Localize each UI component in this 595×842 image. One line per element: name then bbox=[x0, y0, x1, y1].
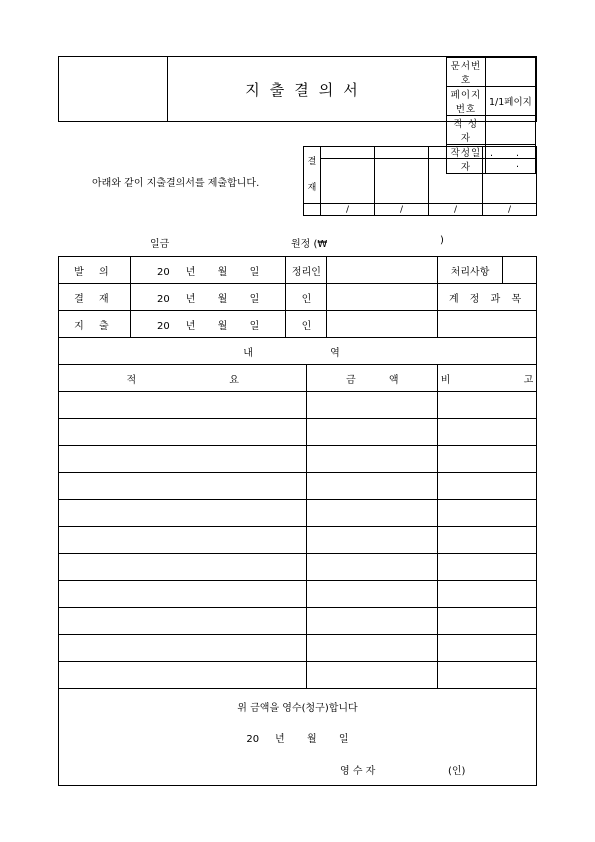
receipt-year-unit: 년 bbox=[275, 734, 285, 745]
note-cell[interactable] bbox=[438, 662, 537, 689]
note-cell[interactable] bbox=[438, 527, 537, 554]
receipt-text: 위 금액을 영수(청구)합니다 bbox=[237, 703, 358, 714]
note-cell[interactable] bbox=[438, 581, 537, 608]
note-cell[interactable] bbox=[438, 419, 537, 446]
note-cell[interactable] bbox=[438, 635, 537, 662]
approver-title-3[interactable] bbox=[429, 147, 483, 159]
col-amount-header: 금 액 bbox=[307, 365, 438, 392]
approve-day-unit: 일 bbox=[249, 293, 260, 305]
amount-cell[interactable] bbox=[307, 473, 438, 500]
spend-date[interactable] bbox=[130, 311, 286, 338]
table-row bbox=[59, 635, 537, 662]
amount-cell[interactable] bbox=[307, 419, 438, 446]
approver-title-1[interactable] bbox=[321, 147, 375, 159]
approval-box bbox=[303, 146, 537, 216]
approver-sign-3[interactable] bbox=[429, 159, 483, 204]
note-cell[interactable] bbox=[438, 446, 537, 473]
approver-sign-4[interactable] bbox=[483, 159, 537, 204]
issue-month-unit: 월 bbox=[217, 266, 228, 278]
spend-month-unit: 월 bbox=[217, 320, 228, 332]
note-cell[interactable] bbox=[438, 392, 537, 419]
approve-date[interactable] bbox=[130, 284, 286, 311]
approval-date-label bbox=[304, 204, 321, 216]
summary-cell[interactable] bbox=[59, 446, 307, 473]
receipt-month-unit: 월 bbox=[306, 734, 317, 745]
doc-number-label: 문서번호 bbox=[447, 58, 486, 87]
date-written-value[interactable]: . . . bbox=[485, 145, 535, 174]
amount-label: 일금 bbox=[150, 239, 170, 250]
author-label: 작 성 자 bbox=[447, 116, 486, 145]
spend-seal-label: 인 bbox=[286, 311, 327, 338]
table-row bbox=[59, 419, 537, 446]
table-row bbox=[59, 662, 537, 689]
table-row bbox=[59, 392, 537, 419]
summary-cell[interactable] bbox=[59, 473, 307, 500]
approver-date-4[interactable]: / bbox=[483, 204, 537, 216]
issue-day-unit: 일 bbox=[249, 266, 260, 278]
note-cell[interactable] bbox=[438, 500, 537, 527]
logo-area bbox=[59, 57, 168, 121]
receipt-date[interactable] bbox=[59, 730, 536, 745]
amount-close: ) bbox=[440, 235, 444, 246]
note-cell[interactable] bbox=[438, 608, 537, 635]
approver-sign-1[interactable] bbox=[321, 159, 375, 204]
table-row bbox=[59, 608, 537, 635]
date-written-label: 작성일자 bbox=[447, 145, 486, 174]
spend-day-unit: 일 bbox=[249, 320, 260, 332]
issue-date[interactable] bbox=[130, 257, 286, 284]
expense-table bbox=[58, 256, 537, 786]
issue-year: 20 bbox=[157, 266, 170, 278]
issue-label: 발 의 bbox=[59, 257, 131, 284]
approver-date-3[interactable]: / bbox=[429, 204, 483, 216]
col-note-header: 비 고 bbox=[438, 365, 537, 392]
approver-date-1[interactable]: / bbox=[321, 204, 375, 216]
summary-cell[interactable] bbox=[59, 608, 307, 635]
amount-cell[interactable] bbox=[307, 581, 438, 608]
receipt-year: 20 bbox=[246, 734, 260, 745]
amount-unit: 원정 (₩ bbox=[291, 239, 328, 250]
approval-label-top: 결 bbox=[307, 157, 317, 167]
approval-label bbox=[304, 147, 321, 204]
receiver-seal[interactable]: (인) bbox=[448, 766, 466, 777]
amount-cell[interactable] bbox=[307, 635, 438, 662]
spend-year: 20 bbox=[157, 320, 170, 332]
approve-seal-value[interactable] bbox=[327, 284, 438, 311]
author-value[interactable] bbox=[485, 116, 535, 145]
approver-date-2[interactable]: / bbox=[375, 204, 429, 216]
table-row bbox=[59, 527, 537, 554]
approve-month-unit: 월 bbox=[217, 293, 228, 305]
doc-number-value[interactable] bbox=[485, 58, 535, 87]
account-label: 계 정 과 목 bbox=[438, 284, 537, 311]
account-value[interactable] bbox=[438, 311, 537, 338]
table-row bbox=[59, 554, 537, 581]
approve-label: 결 재 bbox=[59, 284, 131, 311]
summary-cell[interactable] bbox=[59, 392, 307, 419]
note-cell[interactable] bbox=[438, 554, 537, 581]
receipt-area bbox=[59, 689, 537, 786]
spend-label: 지 출 bbox=[59, 311, 131, 338]
approver-title-4[interactable] bbox=[483, 147, 537, 159]
intro-text: 아래와 같이 지출결의서를 제출합니다. bbox=[92, 178, 260, 189]
process-cell bbox=[438, 257, 537, 284]
amount-cell[interactable] bbox=[307, 554, 438, 581]
amount-cell[interactable] bbox=[307, 527, 438, 554]
organizer-value[interactable] bbox=[327, 257, 438, 284]
document-header bbox=[58, 56, 537, 173]
page-number-value: 1/1페이지 bbox=[485, 87, 535, 116]
page-number-label: 페이지번호 bbox=[447, 87, 486, 116]
summary-cell[interactable] bbox=[59, 419, 307, 446]
table-row bbox=[59, 500, 537, 527]
summary-cell[interactable] bbox=[59, 581, 307, 608]
table-row bbox=[59, 473, 537, 500]
summary-cell[interactable] bbox=[59, 500, 307, 527]
summary-cell[interactable] bbox=[59, 554, 307, 581]
summary-cell[interactable] bbox=[59, 635, 307, 662]
note-cell[interactable] bbox=[438, 473, 537, 500]
summary-cell[interactable] bbox=[59, 527, 307, 554]
receipt-day-unit: 일 bbox=[338, 734, 349, 745]
amount-cell[interactable] bbox=[307, 446, 438, 473]
approver-sign-2[interactable] bbox=[375, 159, 429, 204]
approve-year-unit: 년 bbox=[185, 293, 196, 305]
table-row bbox=[59, 446, 537, 473]
details-section-title: 내 역 bbox=[59, 338, 537, 365]
approve-year: 20 bbox=[157, 293, 170, 305]
issue-year-unit: 년 bbox=[185, 266, 196, 278]
receiver-label: 영 수 자 bbox=[340, 766, 376, 777]
col-summary-header: 적 요 bbox=[59, 365, 307, 392]
spend-year-unit: 년 bbox=[185, 320, 196, 332]
amount-cell[interactable] bbox=[307, 392, 438, 419]
approve-seal-label: 인 bbox=[286, 284, 327, 311]
amount-cell[interactable] bbox=[307, 608, 438, 635]
organizer-label: 정리인 bbox=[286, 257, 327, 284]
summary-cell[interactable] bbox=[59, 662, 307, 689]
amount-cell[interactable] bbox=[307, 662, 438, 689]
process-value[interactable] bbox=[503, 257, 536, 283]
spend-seal-value[interactable] bbox=[327, 311, 438, 338]
process-label: 처리사항 bbox=[438, 257, 503, 283]
approval-label-bottom: 재 bbox=[307, 183, 317, 193]
approver-title-2[interactable] bbox=[375, 147, 429, 159]
table-row bbox=[59, 581, 537, 608]
amount-cell[interactable] bbox=[307, 500, 438, 527]
document-title: 지출결의서 bbox=[245, 80, 368, 99]
